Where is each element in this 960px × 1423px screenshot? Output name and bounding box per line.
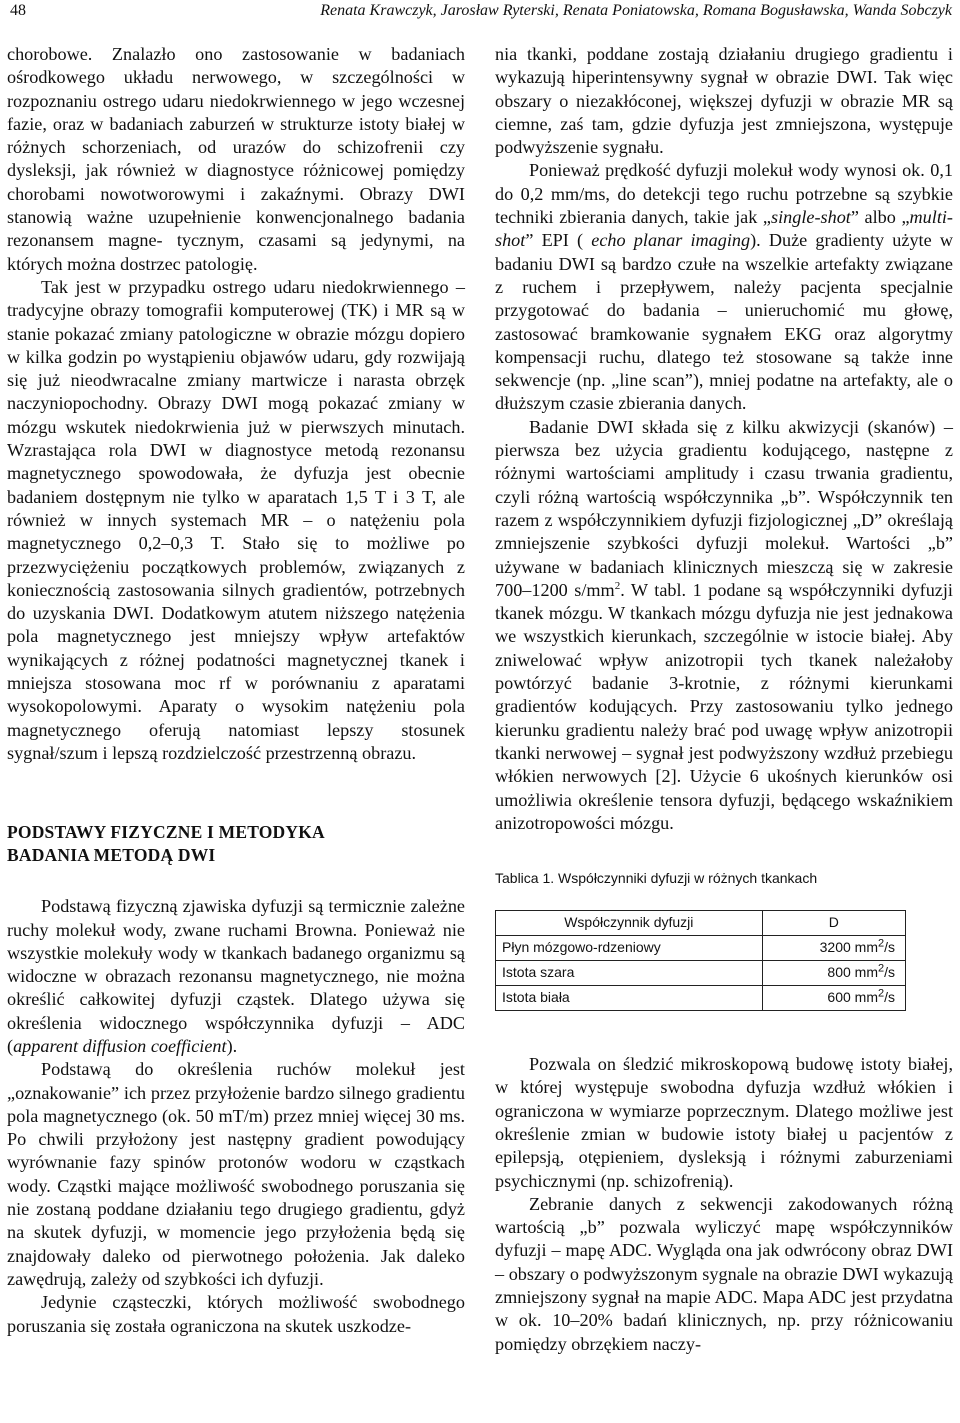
text-span: Badanie DWI składa się z kilku akwizycji (skanów) – pierwsza bez użycia gradientu kodującego, następne z różnymi wartościami amplitudy i czasu trwania gradientu, czyli różną wartością współczynnika „b”. Współczynnik ten razem z współczynnikiem dyfuzji fizjologicznej „D” określają zmniejszenie szybkości dyfuzji molekuł. Wartości „b” używane w badaniach klinicznych mieszczą się w zakresie 700–1200 s/mm [495,416,953,600]
superscript: 2 [614,579,621,592]
value-text: 600 mm [827,989,878,1006]
italic-term: echo planar imaging [591,230,751,251]
paragraph [7,895,465,1058]
table-cell-label: Płyn mózgowo-rdzeniowy [496,936,763,961]
right-column [495,43,953,1356]
superscript: 2 [877,962,885,975]
paragraph: Pozwala on śledzić mikroskopową budowę istoty białej, w której występuje swobodna dyfuzja wzdłuż włókien i ograniczona w wymiarze poprzecznym. Dlatego możliwe jest określenie zmian w budowie istoty białej u pacjentów z epilepsją, otępieniem, dysleksją i różnymi zaburzeniami psychicznymi (np. schizofrenią). [495,1054,953,1191]
section-heading-line: BADANIA METODĄ DWI [7,845,216,866]
table-row [496,961,906,986]
text-span: ). Duże gradienty użyte w badaniu DWI są bardzo czułe na wszelkie artefakty związane z ruchem i przepływem, należy pacjenta specjalnie przygotować do badania – unieruchomić mu głowę, zastosować bramkowanie sygnałem EKG oraz algorytmy kompensacji ruchu, dlatego też stosowane są także inne sekwencje (np. „line scan”), mniej podatne na artefakty, ale o dłuższym czasie zbierania danych. [495,230,953,414]
after-table-text [495,1053,953,1356]
page-header [10,0,952,26]
left-column [7,43,465,1338]
table-cell-value [762,961,905,986]
superscript: 2 [877,987,885,1000]
text-span: Podstawą fizyczną zjawiska dyfuzji są termicznie zależne ruchy molekuł wody, zwane ruchami Browna. Ponieważ nie wszystkie molekuły wody w tkankach badanego organizmu są widoczne w obrazach rezonansu magnetycznego, nie można określić całkowitej dyfuzji cząstek. Dlatego używa się określenia widocznego współczynnika dyfuzji – ADC ( [7,896,465,1056]
running-head-authors: Renata Krawczyk, Jarosław Ryterski, Renata Poniatowska, Romana Bogusławska, Wanda Sobczyk [320,2,952,19]
diffusion-table [495,910,906,1011]
paragraph: nia tkanki, poddane zostają działaniu drugiego gradientu i wykazują hiperintensywny sygnał w obrazie DWI. Tak więc obszary o niezakłóconej, większej dyfuzji w obrazie MR są ciemne, zaś tam, gdzie dyfuzja jest zmniejszona, występuje podwyższenie sygnału. [495,44,953,158]
table-cell-value [762,936,905,961]
text-span: Ponieważ prędkość dyfuzji molekuł wody wynosi ok. 0,1 do 0,2 mm/ms, do detekcji tego ruchu potrzebne są szybkie techniki zbierania danych, takie jak „ [495,160,953,228]
table-row [496,986,906,1011]
page-number: 48 [10,2,26,19]
section-heading [7,821,465,867]
italic-term: single-shot [771,207,851,228]
table-cell-label: Istota biała [496,986,763,1011]
paragraph: chorobowe. Znalazło ono zastosowanie w badaniach ośrodkowego układu nerwowego, w szczególności w rozpoznaniu ostrego udaru niedokrwiennego w jego wczesnej fazie, oraz w badaniach zaburzeń w strukturze istoty białej w różnych schorzeniach, od urazów do schizofrenii czy dysleksji, jak również w diagnostyce różnicowej pomiędzy chorobami nowotworowymi i zakaźnymi. Obrazy DWI stanowią ważne uzupełnienie konwencjonalnego badania rezonansem magne- tycznym, czasami są jedynymi, na których można dostrzec patologię. [7,44,465,274]
unit-text: /s [884,989,895,1006]
paragraph: Zebranie danych z sekwencji zakodowanych różną wartością „b” pozwala wyliczyć mapę współczynników dyfuzji – mapę ADC. Wygląda ona jak odwrócony obraz DWI – obszary o podwyższonym sygnale na obrazie DWI wykazują zmniejszony sygnał na mapie ADC. Mapa ADC jest przydatna w ok. 10–20% badań klinicznych, np. przy różnicowaniu pomiędzy obrzękiem naczy- [495,1193,953,1354]
text-span: ” albo „ [850,207,910,228]
table-header-cell: Współczynnik dyfuzji [496,911,763,936]
table-row [496,936,906,961]
paragraph: Tak jest w przypadku ostrego udaru niedokrwiennego – tradycyjne obrazy tomografii komputerowej (TK) i MR są w stanie pokazać zmiany patologiczne w obrazie mózgu dopiero w kilka godzin po wystąpieniu objawów udaru, gdy rozwijają się już nieodwracalne zmiany martwicze i narasta obrzęk naczyniopochodny. Obrazy DWI mogą pokazać zmiany w mózgu wskutek niedokrwienia już w pierwszych minutach. Wzrastająca rola DWI w diagnostyce metodą rezonansu magnetycznego spowodowała, że dyfuzja jest obecnie badaniem dostępnym nie tylko w aparatach 1,5 T i 3 T, ale również w innych systemach MR – o natężeniu pola magnetycznego 0,2–0,3 T. Stało się to możliwe po przezwyciężeniu początkowych problemów, związanych z koniecznością zastosowania silnych gradientów, potrzebnych do uzyskania DWI. Dodatkowym atutem niższego natężenia pola magnetycznego jest mniejszy wpływ artefaktów wynikających z różnej podatności magnetycznej tkanek i mniejsza stosowana moc rf w porównaniu z aparatami wysokopolowymi. Aparaty o wysokim natężeniu pola magnetycznego oferują natomiast lepszy stosunek sygnał/szum i lepszą rozdzielczość przestrzenną obrazu. [7,276,465,763]
table-cell-value [762,986,905,1011]
italic-term: apparent diffusion coefficient [13,1035,227,1056]
table-header-cell: D [762,911,905,936]
text-span: ” EPI ( [525,230,592,251]
table-caption: Tablica 1. Współczynniki dyfuzji w różnych tkankach [495,870,818,887]
value-text: 800 mm [827,964,878,981]
text-span: ). [226,1035,238,1056]
unit-text: /s [884,964,895,981]
table-block [495,869,953,1011]
text-span: . W tabl. 1 podane są współczynniki dyfuzji tkanek mózgu. W tkankach mózgu dyfuzja nie jest jednakowa we wszystkich kierunkach, szczególnie w istocie białej. Aby zniwelować wpływ anizotropii tych tkanek należałoby powtórzyć badanie 3-krotnie, z różnymi kierunkami gradientów kodujących. Przy zastosowaniu tylko jednego kierunku gradientu należy brać pod uwagę wpływ anizotropii tkanki nerwowej – sygnał jest podwyższony wzdłuż przebiegu włókien nerwowych [2]. Użycie 6 ukośnych kierunków osi umożliwia określenie tensora dyfuzji, będącego wskaźnikiem anizotropowości mózgu. [495,579,953,833]
table-cell-label: Istota szara [496,961,763,986]
value-text: 3200 mm [819,939,878,956]
paragraph [495,159,953,415]
table-header-row [496,911,906,936]
section-heading-line: PODSTAWY FIZYCZNE I METODYKA [7,822,325,843]
superscript: 2 [877,937,885,950]
unit-text: /s [884,939,895,956]
paragraph: Podstawą do określenia ruchów molekuł jest „oznakowanie” ich przez przyłożenie bardzo silnego gradientu pola magnetycznego (ok. 50 mT/m) przez mniej więcej 30 ms. Po chwili przyłożony jest następny gradient powodujący wyrównanie fazy spinów protonów wodoru w cząstkach wody. Cząstki mające możliwość swobodnego poruszania się nie zostaną poddane działaniu tego drugiego gradientu, gdyż na skutek dyfuzji, w momencie jego przyłożenia będą się znajdowały daleko od pierwotnego położenia. Jak daleko zawędrują, zależy od szybkości ich dyfuzji. [7,1059,465,1289]
italic-term: multi-shot [495,207,953,251]
paragraph [495,416,953,835]
paragraph: Jedynie cząsteczki, których możliwość swobodnego poruszania się została ograniczona na skutek uszkodze- [7,1292,465,1336]
